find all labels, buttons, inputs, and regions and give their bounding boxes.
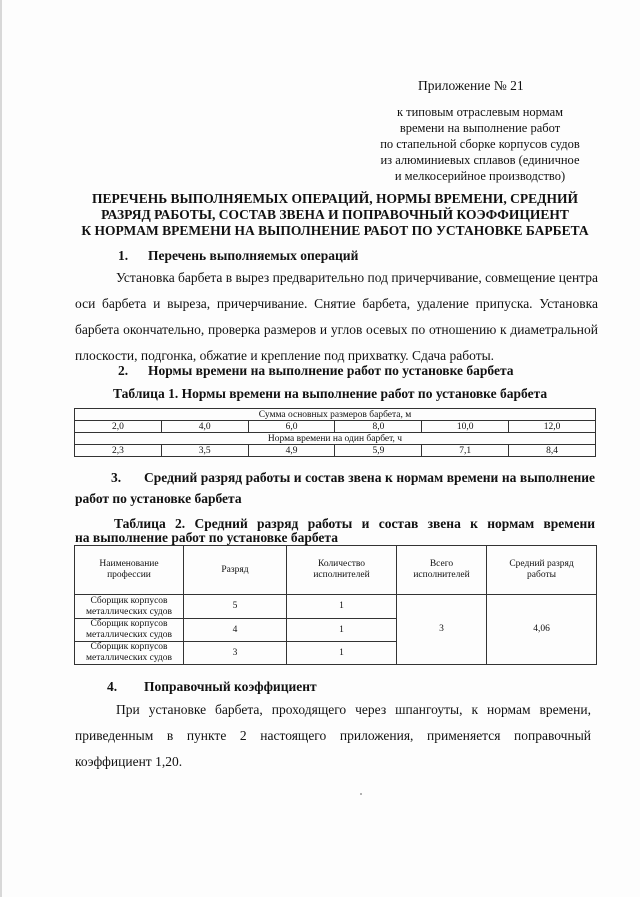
paragraph-line: При установке барбета, проходящего через шпангоуты, к нормам времени,	[116, 702, 591, 717]
total-cell: 3	[397, 595, 487, 665]
table-row	[75, 433, 596, 445]
appendix-note-line: и мелкосерийное производство)	[394, 169, 566, 183]
profession-cell: Сборщик корпусов металлических судов	[75, 642, 184, 665]
paragraph-line: оси барбета и выреза, причерчивание. Снятие барбета, удаление припуска. Установка	[75, 296, 598, 311]
section-4-number: 4.	[107, 679, 118, 694]
count-cell: 1	[287, 642, 397, 665]
header-count: Количество исполнителей	[287, 546, 397, 595]
table-header-row	[75, 546, 597, 595]
avg-grade-cell: 4,06	[487, 595, 597, 665]
header-total: Всего исполнителей	[397, 546, 487, 595]
header-avg-grade: Средний разряд работы	[487, 546, 597, 595]
grade-cell: 4	[184, 619, 287, 642]
title-line: ПЕРЕЧЕНЬ ВЫПОЛНЯЕМЫХ ОПЕРАЦИЙ, НОРМЫ ВРЕМЕНИ, СРЕДНИЙ	[92, 191, 578, 206]
norm-cell: 7,1	[422, 445, 509, 457]
norm-cell: 2,3	[75, 445, 162, 457]
norm-cell: 4,9	[248, 445, 335, 457]
scan-edge	[0, 0, 2, 897]
grade-cell: 5	[184, 595, 287, 619]
appendix-note-line: к типовым отраслевым нормам	[396, 105, 564, 119]
norm-cell: 8,4	[509, 445, 596, 457]
size-cell: 8,0	[335, 421, 422, 433]
section-1-title: Перечень выполняемых операций	[148, 248, 359, 263]
crew-composition-table	[74, 545, 597, 665]
table-row	[75, 595, 597, 619]
title-line: РАЗРЯД РАБОТЫ, СОСТАВ ЗВЕНА И ПОПРАВОЧНЫЙ КОЭФФИЦИЕНТ	[101, 207, 569, 222]
header-grade: Разряд	[184, 546, 287, 595]
table-2-caption-cont: на выполнение работ по установке барбета	[75, 530, 338, 545]
appendix-note	[355, 104, 605, 184]
section-3-title: Средний разряд работы и состав звена к нормам времени на выполнение	[144, 470, 595, 485]
appendix-note-line: времени на выполнение работ	[399, 121, 561, 135]
table-header-norms: Норма времени на один барбет, ч	[75, 433, 596, 445]
table-row	[75, 409, 596, 421]
scan-speck	[360, 793, 362, 795]
appendix-note-line: по стапельной сборке корпусов судов	[380, 137, 580, 151]
section-2-title: Нормы времени на выполнение работ по установке барбета	[148, 363, 514, 378]
count-cell: 1	[287, 595, 397, 619]
section-1-text	[75, 265, 598, 369]
time-norms-table	[74, 408, 596, 457]
section-4-text	[75, 697, 591, 775]
size-cell: 2,0	[75, 421, 162, 433]
header-profession: Наименование профессии	[75, 546, 184, 595]
table-row	[75, 445, 596, 457]
appendix-note-line: из алюминиевых сплавов (единичное	[380, 153, 580, 167]
profession-cell: Сборщик корпусов металлических судов	[75, 619, 184, 642]
grade-cell: 3	[184, 642, 287, 665]
paragraph-line: коэффициент 1,20.	[75, 754, 183, 769]
document-title	[70, 191, 600, 239]
size-cell: 12,0	[509, 421, 596, 433]
section-3-number: 3.	[111, 470, 122, 485]
norm-cell: 5,9	[335, 445, 422, 457]
paragraph-line: барбета окончательно, проверка размеров и углов осевых по отношению к диаметральной	[75, 322, 598, 337]
section-4-title: Поправочный коэффициент	[144, 679, 317, 694]
paragraph-line: приведенным в пункте 2 настоящего приложения, применяется поправочный	[75, 728, 591, 743]
section-1-number: 1.	[118, 248, 129, 263]
count-cell: 1	[287, 619, 397, 642]
size-cell: 6,0	[248, 421, 335, 433]
appendix-label: Приложение № 21	[418, 78, 524, 93]
profession-cell: Сборщик корпусов металлических судов	[75, 595, 184, 619]
title-line: К НОРМАМ ВРЕМЕНИ НА ВЫПОЛНЕНИЕ РАБОТ ПО УСТАНОВКЕ БАРБЕТА	[81, 223, 589, 238]
size-cell: 4,0	[161, 421, 248, 433]
section-2-number: 2.	[118, 363, 129, 378]
paragraph-line: плоскости, подгонка, обжатие и крепление под прихватку. Сдача работы.	[75, 348, 495, 363]
size-cell: 10,0	[422, 421, 509, 433]
table-header-sizes: Сумма основных размеров барбета, м	[75, 409, 596, 421]
paragraph-line: Установка барбета в вырез предварительно под причерчивание, совмещение центра	[116, 270, 599, 285]
table-1-caption: Таблица 1. Нормы времени на выполнение работ по установке барбета	[113, 386, 548, 401]
table-row	[75, 421, 596, 433]
section-3-title-cont: работ по установке барбета	[75, 491, 242, 506]
norm-cell: 3,5	[161, 445, 248, 457]
table-2-caption: Таблица 2. Средний разряд работы и состав звена к нормам времени	[114, 516, 595, 531]
